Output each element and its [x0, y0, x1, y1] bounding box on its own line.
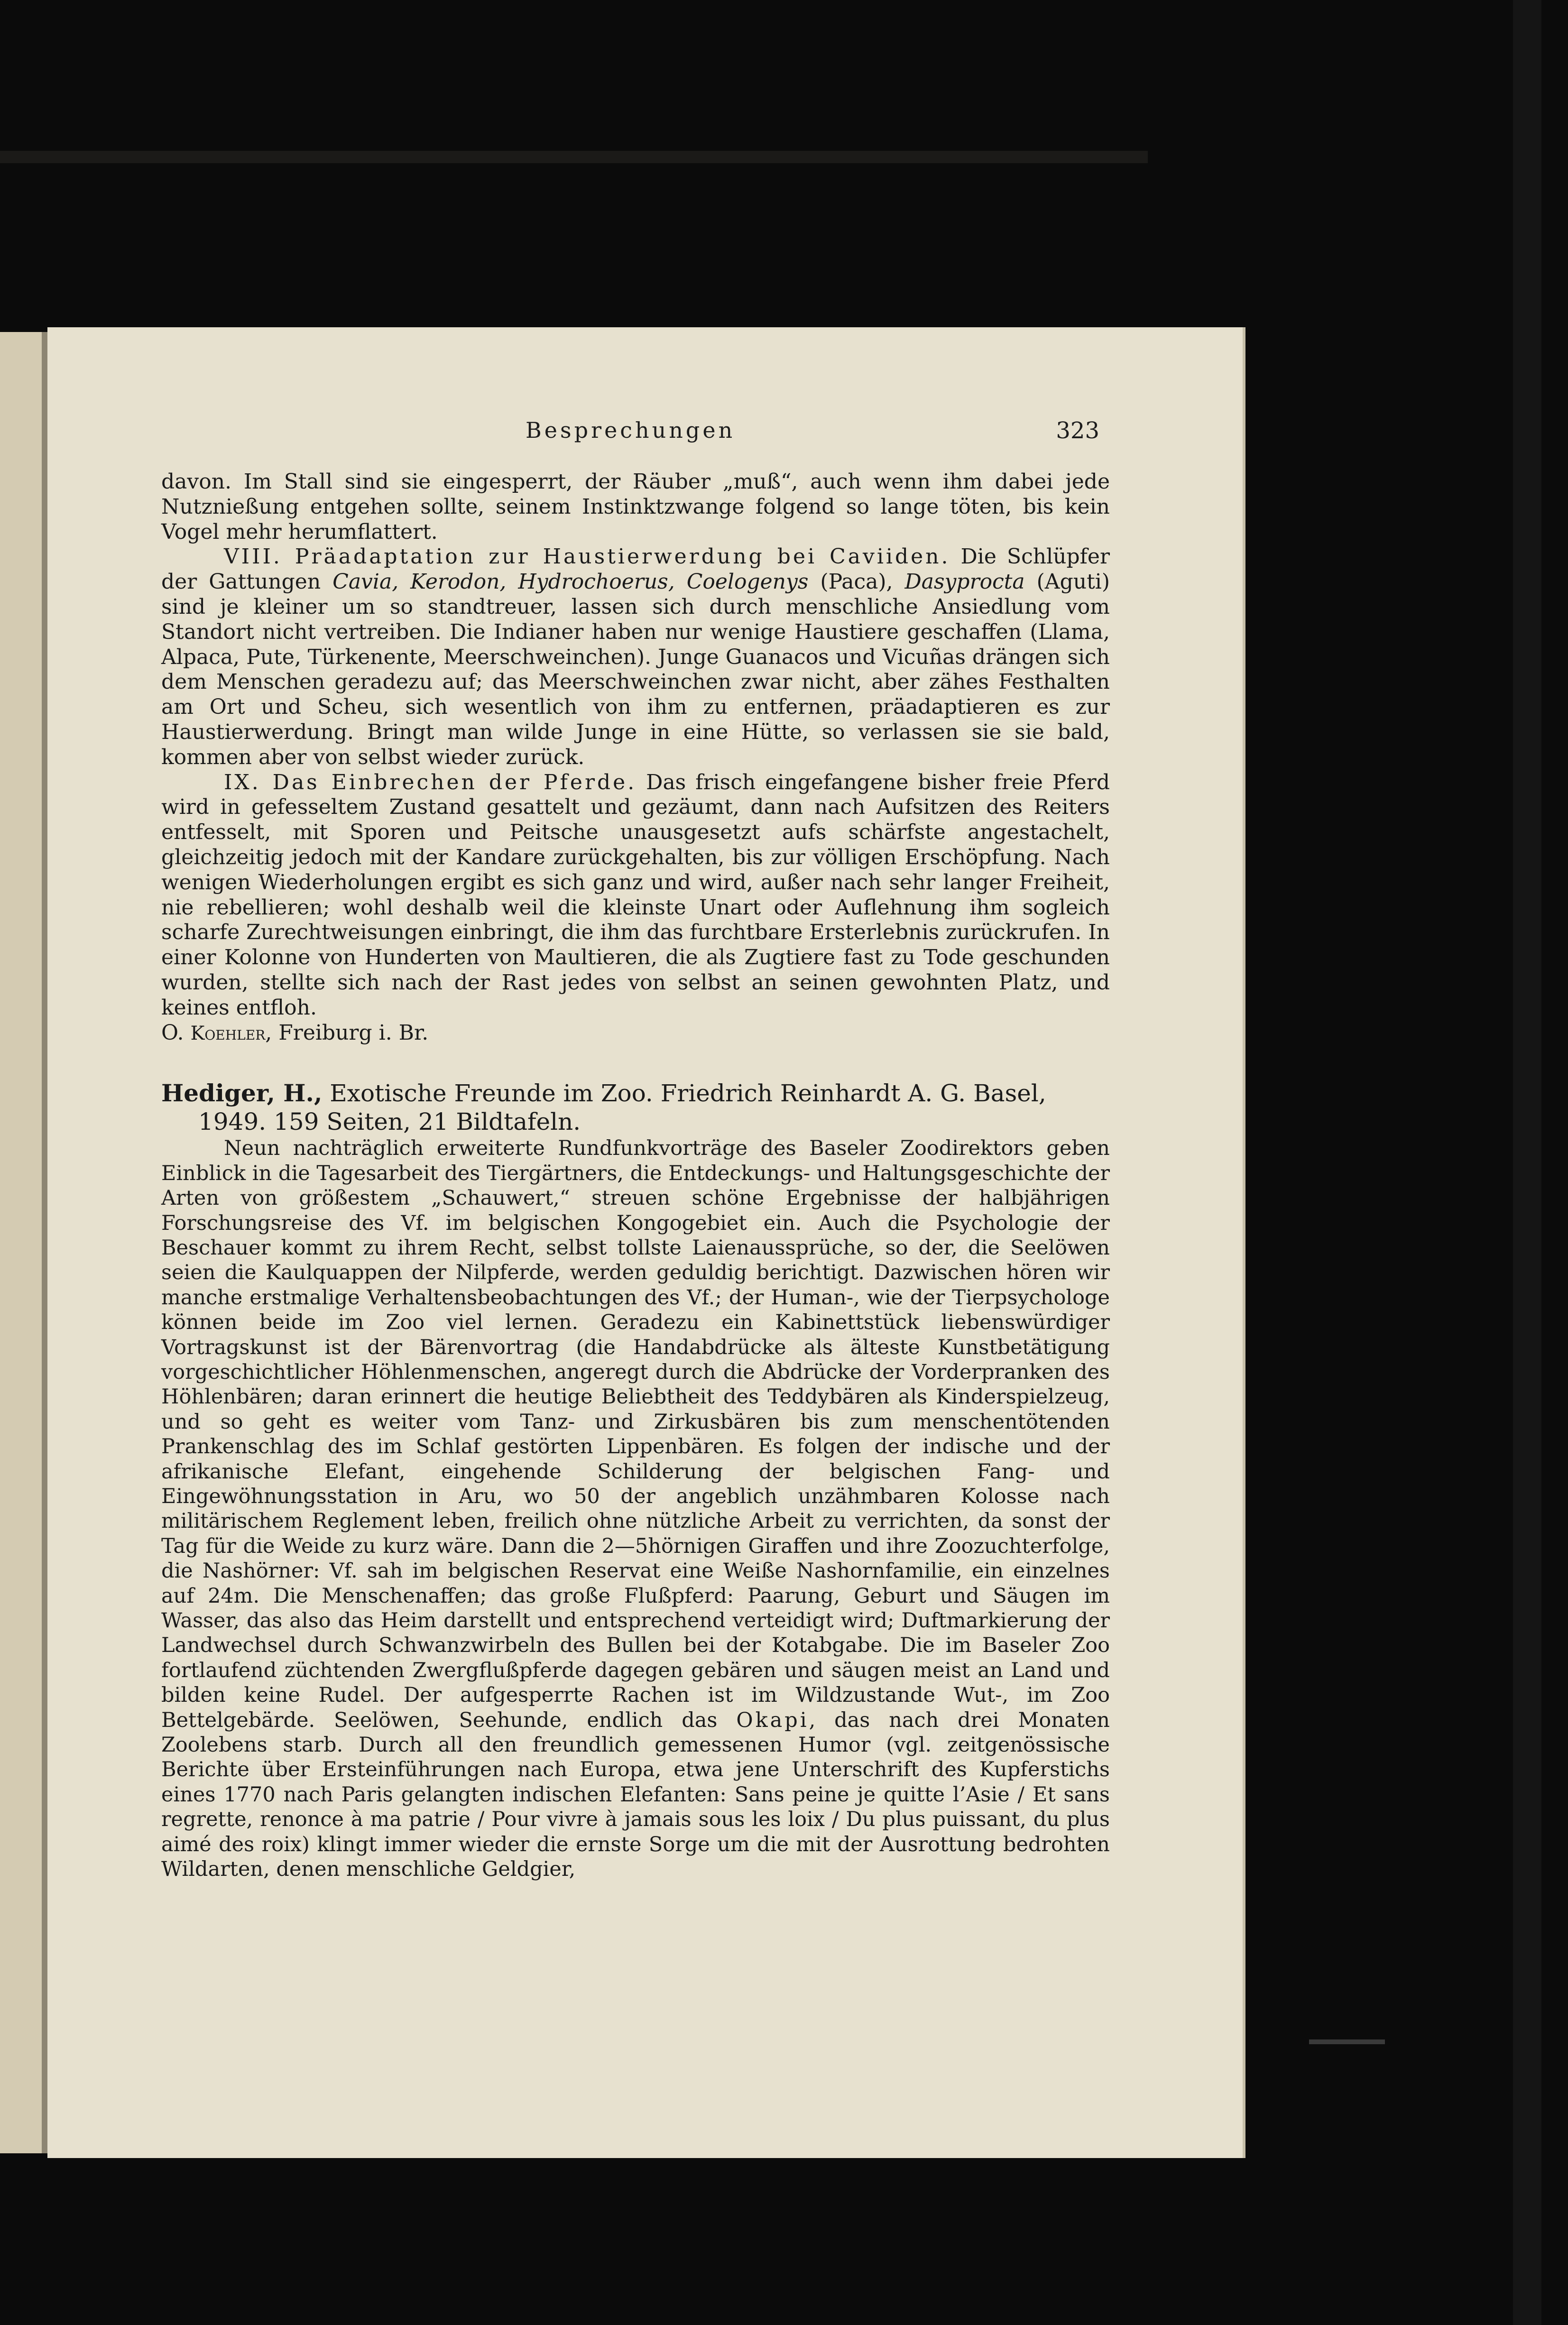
- scan-mark: [1309, 2039, 1385, 2044]
- book-title: Exotische Freunde im Zoo. Friedrich Reinhardt A. G. Basel,: [322, 1079, 1046, 1107]
- book-publication-info: 1949. 159 Seiten, 21 Bildtafeln.: [198, 1108, 581, 1136]
- reviewer-name: Koehler: [190, 1022, 266, 1044]
- spacer: [161, 1046, 1110, 1079]
- genus-name: Dasyprocta: [904, 570, 1025, 594]
- review-author: Hediger, H.,: [161, 1079, 323, 1107]
- section-text: (Aguti) sind je kleiner um so standtreuer, lassen sich durch menschliche Ansiedlung vom Standort nicht vertreiben. Die Indianer haben nur wenige Haustiere geschaffen (Llama, Alpaca, Pute, Türkenente, Meerschweinchen). Junge Guanacos und Vicuñas drängen sich dem Menschen geradezu auf; das Meerschweinchen zwar nicht, aber zähes Festhalten am Ort und Scheu, sich wesentlich von ihm zu entfernen, präadaptieren es zur Haustierwerdung. Bringt man wilde Junge in eine Hütte, so verlassen sie sie bald, kommen aber von selbst wieder zurück.: [161, 570, 1110, 769]
- facing-page-edge: [0, 332, 44, 2153]
- running-header: [526, 417, 1099, 449]
- section-heading: IX. Das Einbrechen der Pferde.: [224, 770, 637, 794]
- section-viii: [161, 544, 1110, 770]
- section-text: (Paca),: [808, 570, 905, 594]
- scan-strip: [1513, 0, 1541, 2325]
- review-entry-heading: [161, 1079, 1110, 1136]
- book-page: [47, 327, 1245, 2158]
- section-ix: [161, 770, 1110, 1021]
- page-number: 323: [1056, 417, 1099, 444]
- genus-names: Cavia, Kerodon, Hydrochoerus, Coelogenys: [332, 570, 809, 594]
- section-text: Das frisch eingefangene bisher freie Pferd wird in gefesseltem Zustand gesattelt und gezäumt, dann nach Aufsitzen des Reiters entfesselt, mit Sporen und Peitsche unausgesetzt aufs schärfste angestachelt, gleichzeitig jedoch mit der Kandare zurückgehalten, bis zur völligen Erschöpfung. Nach wenigen Wiederholungen ergibt es sich ganz und wird, außer nach sehr langer Freiheit, nie rebellieren; wohl deshalb weil die kleinste Unart oder Auflehnung ihm sogleich scharfe Zurechtweisungen einbringt, die ihm das furchtbare Ersterlebnis zurückrufen. In einer Kolonne von Hunderten von Maultieren, die als Zugtiere fast zu Tode geschunden wurden, stellte sich nach der Rast jedes von selbst an seinen gewohnten Platz, und keines entfloh.: [161, 770, 1110, 1020]
- review-text: Neun nachträglich erweiterte Rundfunkvorträge des Baseler Zoodirektors geben Einblick in die Tagesarbeit des Tiergärtners, die Entdeckungs- und Haltungsgeschichte der Arten von größestem „Schauwert,“ streuen schöne Ergebnisse der halbjährigen Forschungsreise des Vf. im belgischen Kongogebiet ein. Auch die Psychologie der Beschauer kommt zu ihrem Recht, selbst tollste Laienaussprüche, so der, die Seelöwen seien die Kaulquappen der Nilpferde, werden geduldig berichtigt. Dazwischen hören wir manche erstmalige Verhaltensbeobachtungen des Vf.; der Human-, wie der Tierpsychologe können beide im Zoo viel lernen. Geradezu ein Kabinettstück liebenswürdiger Vortragskunst ist der Bärenvortrag (die Handabdrücke als älteste Kunstbetätigung vorgeschichtlicher Höhlenmenschen, angeregt durch die Abdrücke der Vorderpranken des Höhlenbären; daran erinnert die heutige Beliebtheit des Teddybären als Kinderspielzeug, und so geht es weiter vom Tanz- und Zirkusbären bis zum menschentötenden Prankenschlag des im Schlaf gestörten Lippenbären. Es folgen der indische und der afrikanische Elefant, eingehende Schilderung der belgischen Fang- und Eingewöhnungsstation in Aru, wo 50 der angeblich unzähmbaren Kolosse nach militärischem Reglement leben, freilich ohne nützliche Arbeit zu verrichten, da sonst der Tag für die Weide zu kurz wäre. Dann die 2—5hörnigen Giraffen und ihre Zoozuchterfolge, die Nashörner: Vf. sah im belgischen Reservat eine Weiße Nashornfamilie, ein einzelnes auf 24m. Die Menschenaffen; das große Flußpferd: Paarung, Geburt und Säugen im Wasser, das also das Heim darstellt und entsprechend verteidigt wird; Duftmarkierung der Landwechsel durch Schwanzwirbeln des Bullen bei der Kotabgabe. Die im Baseler Zoo fortlaufend züchtenden Zwergflußpferde dagegen gebären und säugen meist an Land und bilden keine Rudel. Der aufgesperrte Rachen ist im Wildzustande Wut-, im Zoo Bettelgebärde. Seelöwen, Seehunde, endlich das Okapi, das nach drei Monaten Zoolebens starb. Durch all den freundlich gemessenen Humor (vgl. zeitgenössische Berichte über Ersteinführungen nach Europa, etwa jene Unterschrift des Kupferstichs eines 1770 nach Paris gelangten indischen Elefanten: Sans peine je quitte l’Asie / Et sans regrette, renonce à ma patrie / Pour vivre à jamais sous les loix / Du plus puissant, du plus aimé des roix) klingt immer wieder die ernste Sorge um die mit der Ausrottung bedrohten Wildarten, denen menschliche Geldgier,: [161, 1136, 1110, 1882]
- section-heading: VIII. Präadaptation zur Haustierwerdung bei Caviiden.: [224, 544, 950, 569]
- page-body: [161, 470, 1110, 1882]
- scanner-band: [0, 151, 1148, 163]
- header-title: Besprechungen: [526, 417, 736, 443]
- okapi-emphasis: Okapi: [736, 1708, 809, 1732]
- paragraph-continuation: davon. Im Stall sind sie eingesperrt, der Räuber „muß“, auch wenn ihm dabei jede Nutznießung entgehen sollte, seinem Instinktzwange folgend so lange töten, bis kein Vogel mehr herumflattert.: [161, 470, 1110, 544]
- section-text: Die Schlüpfer der Gattungen: [161, 544, 1110, 594]
- reviewer-signature: O. Koehler, Freiburg i. Br.: [161, 1020, 429, 1045]
